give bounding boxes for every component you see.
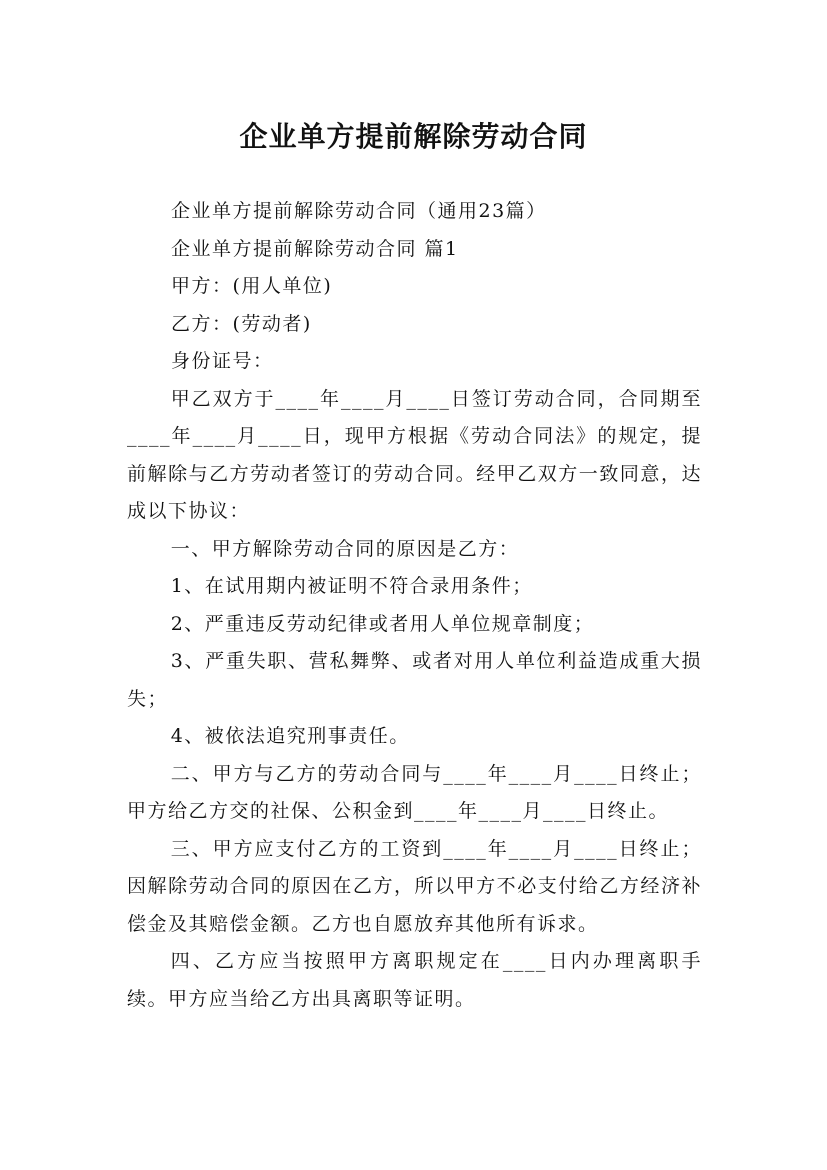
document-body xyxy=(127,193,702,1018)
party-a-line: 甲方：(用人单位) xyxy=(171,275,333,297)
id-number-line: 身份证号： xyxy=(171,350,274,372)
clause-1-item-3: 3、严重失职、营私舞弊、或者对用人单位利益造成重大损失； xyxy=(127,650,702,710)
subtitle-line: 企业单方提前解除劳动合同（通用23篇） xyxy=(171,200,547,222)
party-b-line: 乙方：(劳动者) xyxy=(171,312,312,335)
document-title: 企业单方提前解除劳动合同 xyxy=(239,119,588,153)
section-heading: 企业单方提前解除劳动合同 篇1 xyxy=(171,237,459,260)
intro-paragraph: 甲乙双方于____年____月____日签订劳动合同，合同期至____年____月____日，现甲方根据《劳动合同法》的规定，提前解除与乙方劳动者签订的劳动合同。经甲乙双方一致同意，达成以下协议： xyxy=(127,387,702,522)
clause-2: 二、甲方与乙方的劳动合同与____年____月____日终止；甲方给乙方交的社保、公积金到____年____月____日终止。 xyxy=(127,762,702,822)
clause-3: 三、甲方应支付乙方的工资到____年____月____日终止；因解除劳动合同的原因在乙方，所以甲方不必支付给乙方经济补偿金及其赔偿金额。乙方也自愿放弃其他所有诉求。 xyxy=(127,837,702,935)
clause-1-item-2: 2、严重违反劳动纪律或者用人单位规章制度； xyxy=(170,612,595,635)
clause-1-heading: 一、甲方解除劳动合同的原因是乙方： xyxy=(170,537,520,560)
clause-4: 四、乙方应当按照甲方离职规定在____日内办理离职手续。甲方应当给乙方出具离职等证明。 xyxy=(127,950,702,1010)
clause-1-item-4: 4、被依法追究刑事责任。 xyxy=(170,725,410,747)
clause-1-item-1: 1、在试用期内被证明不符合录用条件； xyxy=(170,575,533,597)
